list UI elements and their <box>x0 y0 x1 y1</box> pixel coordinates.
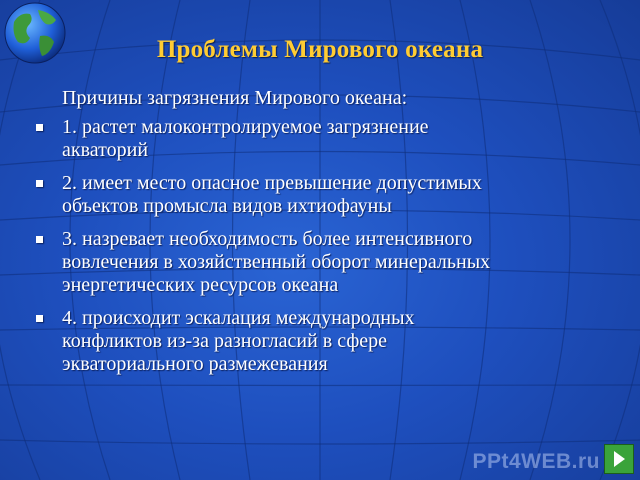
list-item-line: акваторий <box>62 139 149 161</box>
slide-title: Проблемы Мирового океана <box>156 36 484 63</box>
list-item <box>36 116 616 162</box>
slide-body <box>36 86 616 386</box>
list-item-line: объектов промысла видов ихтиофауны <box>62 195 392 217</box>
list-item <box>36 307 616 376</box>
list-item-line: конфликтов из-за разногласий в сфере <box>62 330 388 352</box>
list-item-line: вовлечения в хозяйственный оборот минеральных <box>62 251 491 273</box>
bullet-icon <box>36 180 43 187</box>
list-item-line: 2. имеет место опасное превышение допустимых <box>62 172 482 194</box>
arrow-right-icon <box>605 445 633 473</box>
list-item-line: энергетических ресурсов океана <box>62 274 339 296</box>
next-slide-button[interactable] <box>604 444 634 474</box>
list-item-line: 4. происходит эскалация международных <box>62 307 415 329</box>
watermark: PPt4WEB.ru <box>472 450 600 473</box>
bullet-icon <box>36 315 43 322</box>
bullet-icon <box>36 124 43 131</box>
list-item-line: 1. растет малоконтролируемое загрязнение <box>62 116 429 138</box>
intro-text: Причины загрязнения Мирового океана: <box>62 87 408 109</box>
list-item <box>36 228 616 297</box>
list-item <box>36 172 616 218</box>
bullet-icon <box>36 236 43 243</box>
list-item-line: 3. назревает необходимость более интенсивного <box>62 228 473 250</box>
list-item-line: экваториального размежевания <box>62 353 328 375</box>
reasons-list <box>36 116 616 376</box>
